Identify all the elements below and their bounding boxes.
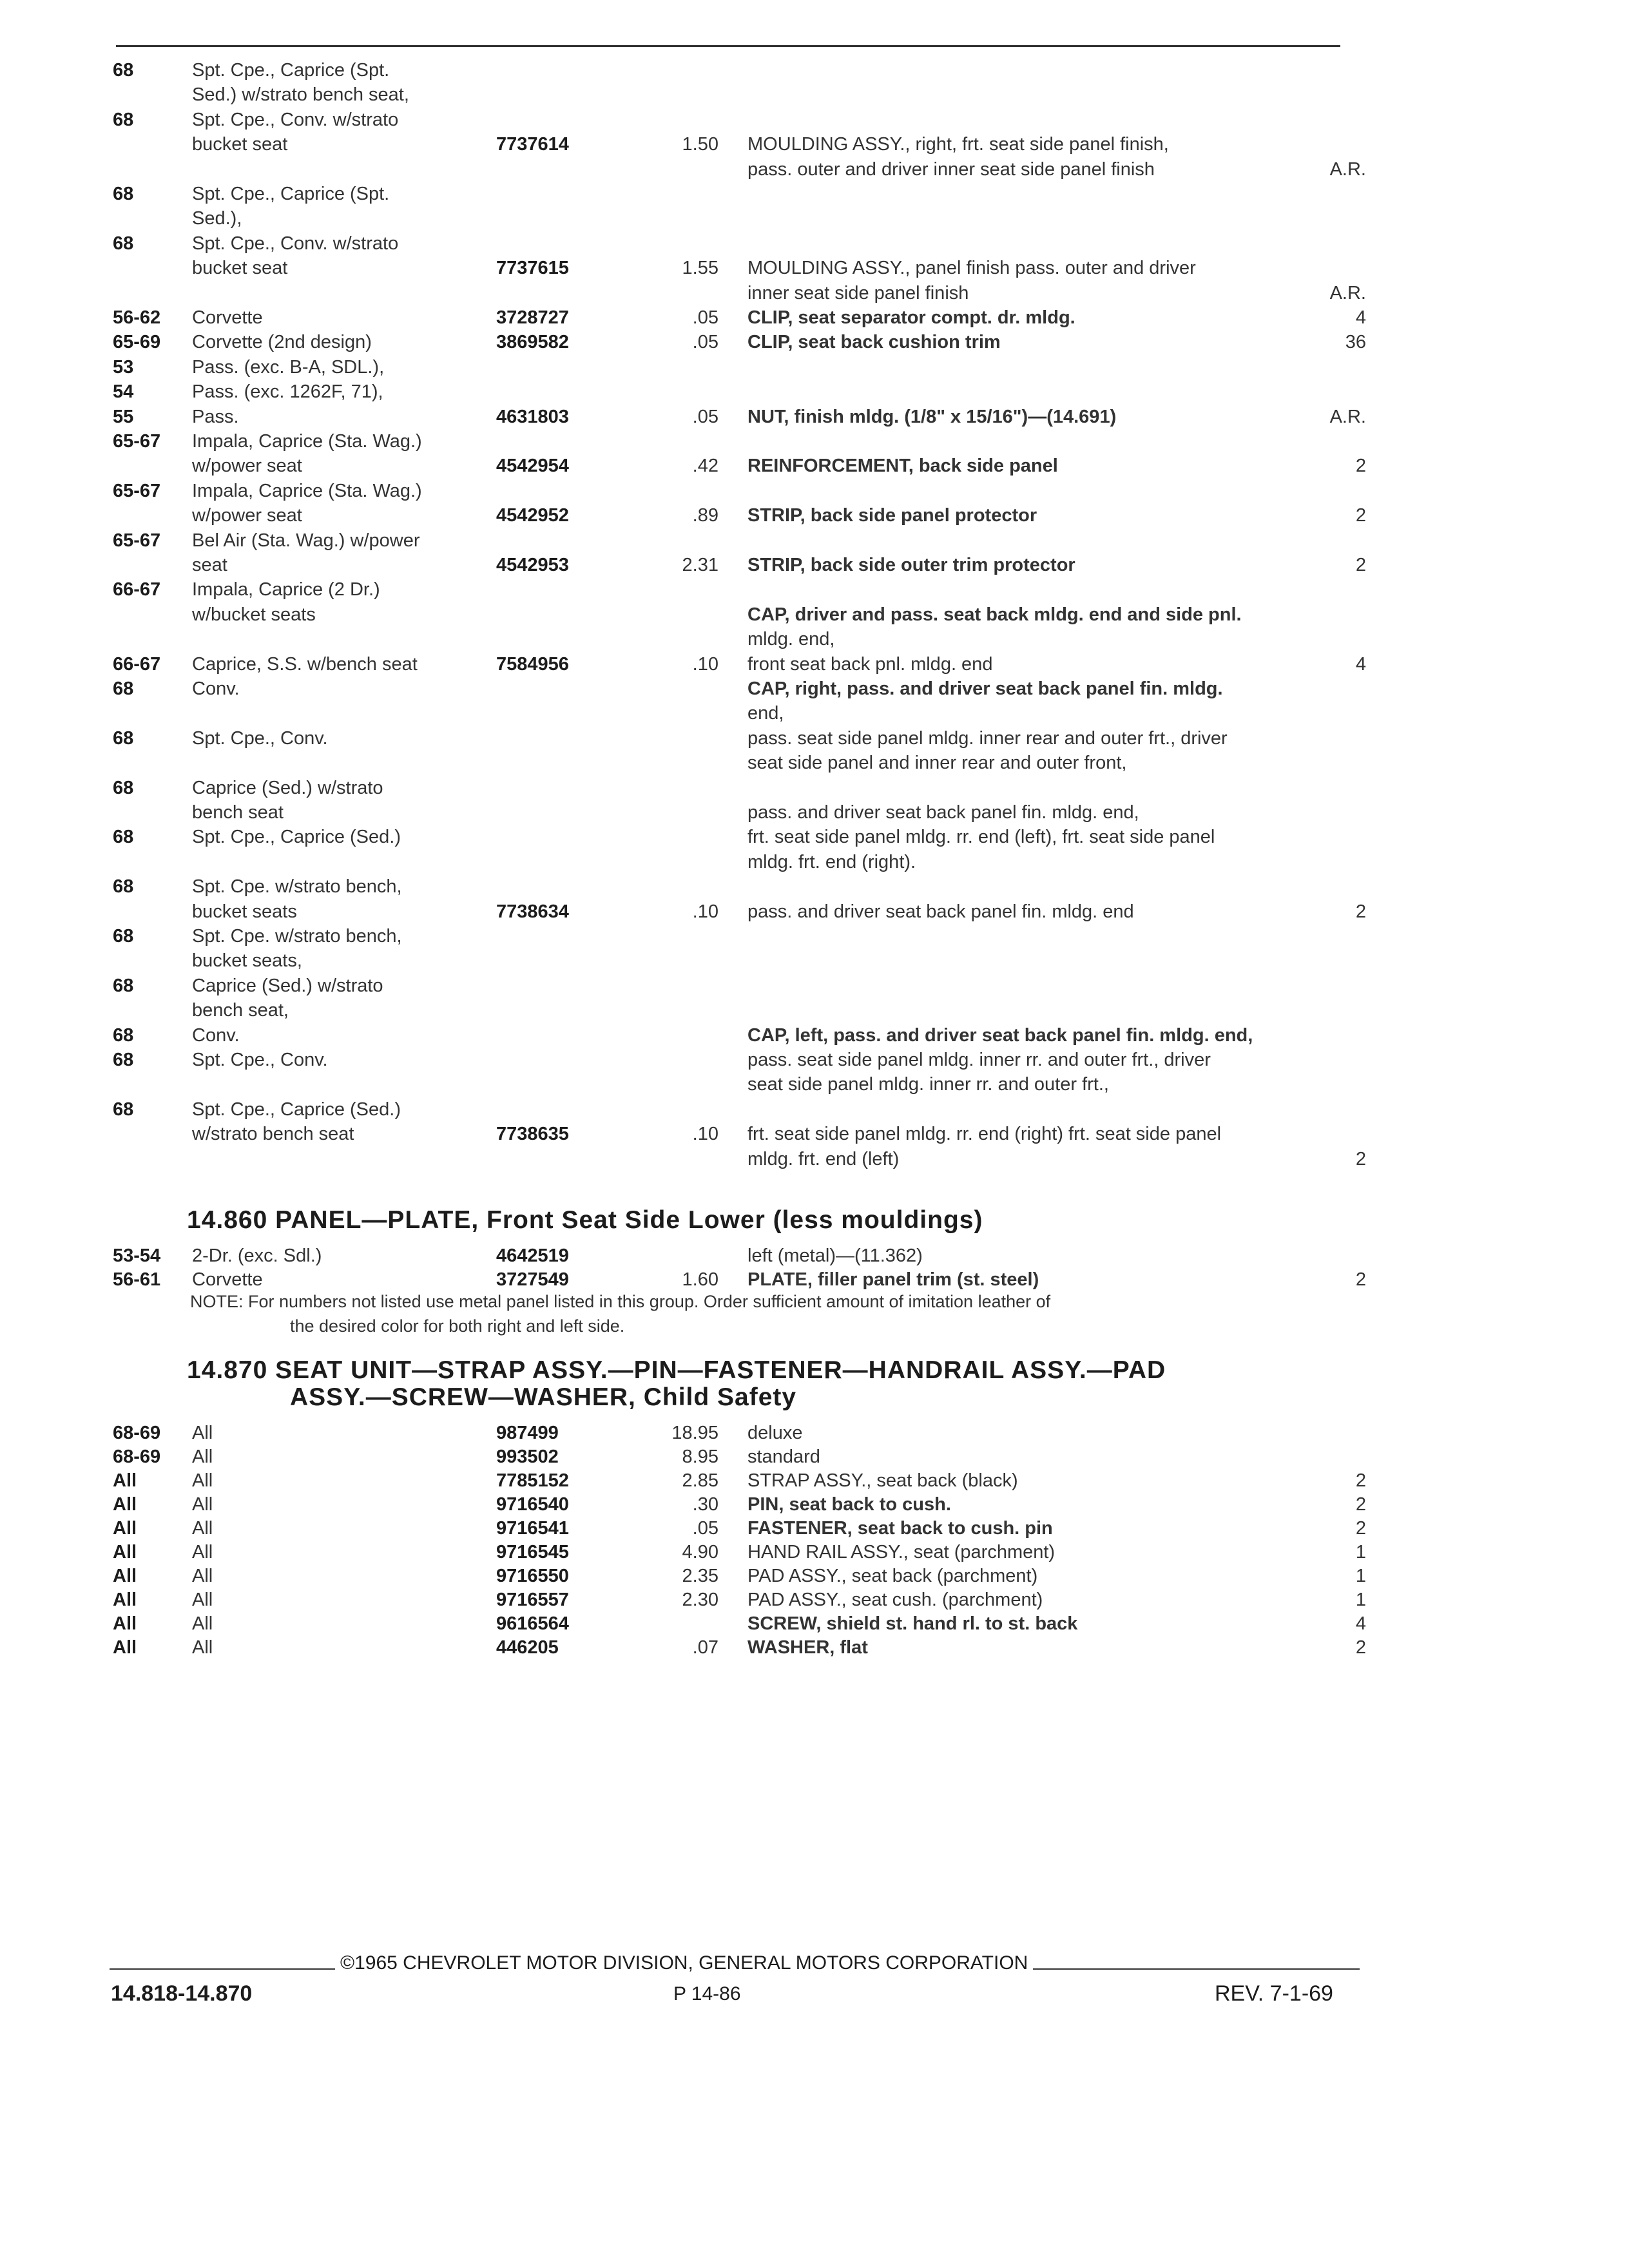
description-cell: WASHER, flat bbox=[747, 1637, 868, 1658]
parts-row bbox=[0, 1445, 1629, 1469]
model-cell: seat bbox=[192, 555, 227, 575]
description-cell: deluxe bbox=[747, 1423, 803, 1443]
year-cell: 68 bbox=[113, 109, 134, 130]
quantity-cell: 2 bbox=[1355, 505, 1366, 526]
price-cell: 2.85 bbox=[682, 1470, 718, 1491]
quantity-cell: 2 bbox=[1355, 1518, 1366, 1539]
parts-row bbox=[0, 553, 1629, 577]
description-cell: mldg. frt. end (right). bbox=[747, 851, 916, 872]
model-cell: Conv. bbox=[192, 678, 240, 699]
model-cell: Caprice (Sed.) w/strato bbox=[192, 777, 383, 798]
year-cell: All bbox=[113, 1494, 137, 1515]
model-cell: All bbox=[192, 1542, 213, 1562]
year-cell: 54 bbox=[113, 381, 134, 403]
parts-row bbox=[0, 281, 1629, 305]
model-cell: Corvette bbox=[192, 307, 263, 328]
parts-row bbox=[0, 157, 1629, 182]
year-cell: 68 bbox=[113, 727, 134, 749]
quantity-cell: 2 bbox=[1355, 456, 1366, 477]
note-line-1: NOTE: For numbers not listed use metal panel listed in this group. Order sufficient amount of imitation leather of bbox=[190, 1292, 1051, 1311]
year-cell: All bbox=[113, 1637, 137, 1658]
parts-row bbox=[0, 825, 1629, 849]
parts-row bbox=[0, 355, 1629, 380]
model-cell: bucket seats bbox=[192, 901, 297, 922]
part-number-cell: 4631803 bbox=[496, 406, 569, 427]
quantity-cell: 2 bbox=[1355, 1148, 1366, 1169]
model-cell: All bbox=[192, 1470, 213, 1491]
year-cell: All bbox=[113, 1590, 137, 1610]
parts-row bbox=[0, 800, 1629, 825]
model-cell: Caprice, S.S. w/bench seat bbox=[192, 653, 418, 675]
model-cell: All bbox=[192, 1494, 213, 1515]
quantity-cell: 1 bbox=[1355, 1566, 1366, 1586]
description-cell: MOULDING ASSY., panel finish pass. outer and driver bbox=[747, 258, 1196, 279]
description-cell: pass. seat side panel mldg. inner rr. and outer frt., driver bbox=[747, 1050, 1211, 1070]
part-number-cell: 7738635 bbox=[496, 1124, 569, 1145]
parts-row bbox=[0, 58, 1629, 82]
quantity-cell: 2 bbox=[1355, 555, 1366, 575]
model-cell: Spt. Cpe., Caprice (Spt. bbox=[192, 60, 390, 81]
model-cell: bucket seat bbox=[192, 134, 288, 155]
year-cell: 68 bbox=[113, 827, 134, 848]
description-cell: CLIP, seat separator compt. dr. mldg. bbox=[747, 307, 1075, 328]
parts-row bbox=[0, 305, 1629, 330]
model-cell: Sed.) w/strato bench seat, bbox=[192, 84, 409, 106]
year-cell: 68 bbox=[113, 1099, 134, 1120]
parts-row bbox=[0, 974, 1629, 998]
description-cell: seat side panel mldg. inner rr. and outer frt., bbox=[747, 1074, 1109, 1095]
price-cell: .05 bbox=[692, 307, 718, 328]
section-14-870-title-line-2: ASSY.—SCREW—WASHER, Child Safety bbox=[290, 1383, 797, 1411]
model-cell: bench seat bbox=[192, 802, 284, 823]
year-cell: 65-67 bbox=[113, 480, 161, 501]
description-cell: frt. seat side panel mldg. rr. end (left), frt. seat side panel bbox=[747, 827, 1215, 848]
price-cell: .05 bbox=[692, 332, 718, 353]
description-cell: pass. and driver seat back panel fin. mldg. end bbox=[747, 901, 1134, 922]
parts-row bbox=[0, 1540, 1629, 1564]
description-cell: PLATE, filler panel trim (st. steel) bbox=[747, 1269, 1039, 1290]
quantity-cell: 4 bbox=[1355, 1613, 1366, 1634]
part-number-cell: 9716541 bbox=[496, 1518, 569, 1539]
part-number-cell: 7737615 bbox=[496, 258, 569, 279]
year-cell: All bbox=[113, 1470, 137, 1491]
description-cell: pass. seat side panel mldg. inner rear and outer frt., driver bbox=[747, 727, 1228, 749]
price-cell: .30 bbox=[692, 1494, 718, 1515]
parts-row bbox=[0, 528, 1629, 553]
part-number-cell: 7785152 bbox=[496, 1470, 569, 1491]
description-cell: seat side panel and inner rear and outer front, bbox=[747, 753, 1127, 774]
model-cell: Sed.), bbox=[192, 208, 242, 229]
parts-row bbox=[0, 1072, 1629, 1097]
parts-row bbox=[0, 602, 1629, 627]
quantity-cell: 2 bbox=[1355, 1637, 1366, 1658]
model-cell: Spt. Cpe., Caprice (Sed.) bbox=[192, 1099, 401, 1120]
description-cell: FASTENER, seat back to cush. pin bbox=[747, 1518, 1053, 1539]
price-cell: .05 bbox=[692, 406, 718, 427]
parts-row bbox=[0, 726, 1629, 751]
quantity-cell: 2 bbox=[1355, 1494, 1366, 1515]
parts-row bbox=[0, 899, 1629, 924]
year-cell: 56-62 bbox=[113, 307, 161, 328]
parts-row bbox=[0, 924, 1629, 948]
footer-range: 14.818-14.870 bbox=[111, 1981, 253, 2006]
year-cell: All bbox=[113, 1613, 137, 1634]
footer-rev: REV. 7-1-69 bbox=[1215, 1981, 1333, 2006]
part-number-cell: 9716545 bbox=[496, 1542, 569, 1562]
quantity-cell: 2 bbox=[1355, 901, 1366, 922]
model-cell: Spt. Cpe., Conv. w/strato bbox=[192, 109, 399, 130]
description-cell: pass. outer and driver inner seat side panel finish bbox=[747, 159, 1155, 180]
description-cell: end, bbox=[747, 703, 784, 724]
year-cell: All bbox=[113, 1542, 137, 1562]
model-cell: All bbox=[192, 1590, 213, 1610]
description-cell: mldg. end, bbox=[747, 629, 835, 650]
part-number-cell: 993502 bbox=[496, 1446, 559, 1467]
parts-row bbox=[0, 948, 1629, 973]
year-cell: 68 bbox=[113, 60, 134, 81]
model-cell: bucket seat bbox=[192, 258, 288, 279]
parts-row bbox=[0, 998, 1629, 1023]
model-cell: 2-Dr. (exc. Sdl.) bbox=[192, 1245, 322, 1266]
model-cell: Corvette (2nd design) bbox=[192, 332, 372, 353]
model-cell: All bbox=[192, 1423, 213, 1443]
model-cell: Impala, Caprice (2 Dr.) bbox=[192, 579, 380, 601]
description-cell: NUT, finish mldg. (1/8" x 15/16")—(14.691) bbox=[747, 406, 1117, 427]
parts-row bbox=[0, 677, 1629, 701]
footer-copyright: ©1965 CHEVROLET MOTOR DIVISION, GENERAL MOTORS CORPORATION bbox=[335, 1952, 1033, 1974]
parts-row bbox=[0, 108, 1629, 132]
year-cell: 68 bbox=[113, 678, 134, 699]
part-number-cell: 3727549 bbox=[496, 1269, 569, 1290]
year-cell: 65-67 bbox=[113, 530, 161, 551]
price-cell: 1.60 bbox=[682, 1269, 718, 1290]
price-cell: 18.95 bbox=[671, 1423, 718, 1443]
parts-row bbox=[0, 1097, 1629, 1122]
parts-row bbox=[0, 454, 1629, 478]
year-cell: All bbox=[113, 1518, 137, 1539]
parts-row bbox=[0, 380, 1629, 404]
year-cell: 68 bbox=[113, 777, 134, 798]
model-cell: bench seat, bbox=[192, 1000, 289, 1021]
parts-row bbox=[0, 405, 1629, 429]
parts-row bbox=[0, 132, 1629, 157]
part-number-cell: 9716550 bbox=[496, 1566, 569, 1586]
year-cell: 68 bbox=[113, 233, 134, 254]
parts-row bbox=[0, 231, 1629, 256]
part-number-cell: 3869582 bbox=[496, 332, 569, 353]
parts-row bbox=[0, 1122, 1629, 1146]
price-cell: 2.31 bbox=[682, 555, 718, 575]
model-cell: Pass. (exc. B-A, SDL.), bbox=[192, 356, 385, 378]
footer-page: P 14-86 bbox=[673, 1983, 741, 2004]
model-cell: All bbox=[192, 1446, 213, 1467]
price-cell: 2.35 bbox=[682, 1566, 718, 1586]
quantity-cell: 1 bbox=[1355, 1542, 1366, 1562]
price-cell: .10 bbox=[692, 653, 718, 675]
description-cell: CAP, driver and pass. seat back mldg. end and side pnl. bbox=[747, 604, 1242, 625]
parts-row bbox=[0, 1588, 1629, 1612]
parts-row bbox=[0, 652, 1629, 677]
description-cell: SCREW, shield st. hand rl. to st. back bbox=[747, 1613, 1078, 1634]
parts-row bbox=[0, 776, 1629, 800]
year-cell: 66-67 bbox=[113, 653, 161, 675]
quantity-cell: A.R. bbox=[1329, 282, 1366, 303]
model-cell: Impala, Caprice (Sta. Wag.) bbox=[192, 431, 422, 452]
parts-row bbox=[0, 1023, 1629, 1048]
price-cell: 8.95 bbox=[682, 1446, 718, 1467]
model-cell: w/power seat bbox=[192, 456, 302, 477]
model-cell: Spt. Cpe., Conv. bbox=[192, 727, 328, 749]
parts-row bbox=[0, 256, 1629, 280]
model-cell: Bel Air (Sta. Wag.) w/power bbox=[192, 530, 420, 551]
description-cell: STRAP ASSY., seat back (black) bbox=[747, 1470, 1018, 1491]
quantity-cell: 2 bbox=[1355, 1470, 1366, 1491]
parts-row bbox=[0, 1421, 1629, 1445]
description-cell: frt. seat side panel mldg. rr. end (right) frt. seat side panel bbox=[747, 1124, 1222, 1145]
part-number-cell: 4542954 bbox=[496, 456, 569, 477]
part-number-cell: 987499 bbox=[496, 1423, 559, 1443]
price-cell: .89 bbox=[692, 505, 718, 526]
price-cell: 1.50 bbox=[682, 134, 718, 155]
year-cell: 68-69 bbox=[113, 1446, 161, 1467]
parts-row bbox=[0, 850, 1629, 874]
description-cell: CLIP, seat back cushion trim bbox=[747, 332, 1001, 353]
description-cell: CAP, left, pass. and driver seat back panel fin. mldg. end, bbox=[747, 1024, 1253, 1046]
parts-row bbox=[0, 429, 1629, 454]
part-number-cell: 9616564 bbox=[496, 1613, 569, 1634]
model-cell: Spt. Cpe., Conv. w/strato bbox=[192, 233, 399, 254]
model-cell: w/power seat bbox=[192, 505, 302, 526]
description-cell: STRIP, back side panel protector bbox=[747, 505, 1037, 526]
description-cell: pass. and driver seat back panel fin. mldg. end, bbox=[747, 802, 1139, 823]
model-cell: Conv. bbox=[192, 1024, 240, 1046]
price-cell: .42 bbox=[692, 456, 718, 477]
price-cell: .05 bbox=[692, 1518, 718, 1539]
description-cell: standard bbox=[747, 1446, 820, 1467]
year-cell: 68 bbox=[113, 975, 134, 996]
model-cell: w/bucket seats bbox=[192, 604, 316, 625]
description-cell: mldg. frt. end (left) bbox=[747, 1148, 900, 1169]
model-cell: All bbox=[192, 1518, 213, 1539]
parts-row bbox=[0, 1147, 1629, 1171]
year-cell: 68 bbox=[113, 926, 134, 947]
part-number-cell: 9716557 bbox=[496, 1590, 569, 1610]
description-cell: left (metal)—(11.362) bbox=[747, 1245, 923, 1266]
model-cell: All bbox=[192, 1637, 213, 1658]
model-cell: Spt. Cpe. w/strato bench, bbox=[192, 926, 402, 947]
parts-row bbox=[0, 1564, 1629, 1588]
price-cell: .07 bbox=[692, 1637, 718, 1658]
quantity-cell: 2 bbox=[1355, 1269, 1366, 1290]
section-14-870-title-line-1: 14.870 SEAT UNIT—STRAP ASSY.—PIN—FASTENER—HANDRAIL ASSY.—PAD bbox=[187, 1356, 1166, 1384]
year-cell: 68 bbox=[113, 876, 134, 898]
model-cell: Spt. Cpe., Caprice (Sed.) bbox=[192, 827, 401, 848]
description-cell: MOULDING ASSY., right, frt. seat side panel finish, bbox=[747, 134, 1169, 155]
part-number-cell: 3728727 bbox=[496, 307, 569, 328]
parts-row bbox=[0, 1516, 1629, 1541]
model-cell: Corvette bbox=[192, 1269, 263, 1290]
model-cell: All bbox=[192, 1566, 213, 1586]
parts-row bbox=[0, 206, 1629, 231]
parts-row bbox=[0, 701, 1629, 726]
top-rule bbox=[116, 45, 1340, 47]
price-cell: 4.90 bbox=[682, 1542, 718, 1562]
year-cell: 55 bbox=[113, 406, 134, 427]
part-number-cell: 4542952 bbox=[496, 505, 569, 526]
parts-row bbox=[0, 330, 1629, 354]
description-cell: HAND RAIL ASSY., seat (parchment) bbox=[747, 1542, 1055, 1562]
parts-row bbox=[0, 751, 1629, 775]
parts-row bbox=[0, 1244, 1629, 1268]
year-cell: 65-67 bbox=[113, 431, 161, 452]
year-cell: 53 bbox=[113, 356, 134, 378]
parts-row bbox=[0, 1492, 1629, 1517]
description-cell: PAD ASSY., seat back (parchment) bbox=[747, 1566, 1038, 1586]
year-cell: All bbox=[113, 1566, 137, 1586]
description-cell: PIN, seat back to cush. bbox=[747, 1494, 951, 1515]
description-cell: CAP, right, pass. and driver seat back panel fin. mldg. bbox=[747, 678, 1223, 699]
part-number-cell: 4542953 bbox=[496, 555, 569, 575]
description-cell: inner seat side panel finish bbox=[747, 282, 969, 303]
section-14-860-title: 14.860 PANEL—PLATE, Front Seat Side Lower (less mouldings) bbox=[187, 1206, 983, 1234]
model-cell: Spt. Cpe., Conv. bbox=[192, 1050, 328, 1070]
model-cell: Impala, Caprice (Sta. Wag.) bbox=[192, 480, 422, 501]
parts-row bbox=[0, 627, 1629, 651]
year-cell: 65-69 bbox=[113, 332, 161, 353]
part-number-cell: 9716540 bbox=[496, 1494, 569, 1515]
model-cell: Pass. bbox=[192, 406, 239, 427]
part-number-cell: 4642519 bbox=[496, 1245, 569, 1266]
description-cell: front seat back pnl. mldg. end bbox=[747, 653, 993, 675]
quantity-cell: A.R. bbox=[1329, 406, 1366, 427]
parts-row bbox=[0, 1267, 1629, 1292]
year-cell: 68 bbox=[113, 1024, 134, 1046]
description-cell: PAD ASSY., seat cush. (parchment) bbox=[747, 1590, 1043, 1610]
parts-row bbox=[0, 874, 1629, 899]
year-cell: 53-54 bbox=[113, 1245, 161, 1266]
model-cell: Spt. Cpe., Caprice (Spt. bbox=[192, 184, 390, 204]
part-number-cell: 7738634 bbox=[496, 901, 569, 922]
price-cell: 2.30 bbox=[682, 1590, 718, 1610]
year-cell: 66-67 bbox=[113, 579, 161, 601]
parts-row bbox=[0, 1048, 1629, 1072]
parts-row bbox=[0, 182, 1629, 206]
parts-row bbox=[0, 82, 1629, 107]
model-cell: Caprice (Sed.) w/strato bbox=[192, 975, 383, 996]
description-cell: REINFORCEMENT, back side panel bbox=[747, 456, 1058, 477]
year-cell: 56-61 bbox=[113, 1269, 161, 1290]
model-cell: All bbox=[192, 1613, 213, 1634]
year-cell: 68 bbox=[113, 184, 134, 204]
part-number-cell: 7737614 bbox=[496, 134, 569, 155]
parts-row bbox=[0, 577, 1629, 602]
quantity-cell: A.R. bbox=[1329, 159, 1366, 180]
part-number-cell: 7584956 bbox=[496, 653, 569, 675]
parts-row bbox=[0, 1468, 1629, 1493]
quantity-cell: 4 bbox=[1355, 307, 1366, 328]
quantity-cell: 36 bbox=[1345, 332, 1366, 353]
model-cell: Spt. Cpe. w/strato bench, bbox=[192, 876, 402, 898]
parts-row bbox=[0, 479, 1629, 503]
price-cell: 1.55 bbox=[682, 258, 718, 279]
quantity-cell: 4 bbox=[1355, 653, 1366, 675]
part-number-cell: 446205 bbox=[496, 1637, 559, 1658]
year-cell: 68-69 bbox=[113, 1423, 161, 1443]
description-cell: STRIP, back side outer trim protector bbox=[747, 555, 1075, 575]
parts-row bbox=[0, 503, 1629, 528]
model-cell: Pass. (exc. 1262F, 71), bbox=[192, 381, 383, 403]
parts-row bbox=[0, 1635, 1629, 1660]
model-cell: bucket seats, bbox=[192, 950, 302, 972]
price-cell: .10 bbox=[692, 901, 718, 922]
price-cell: .10 bbox=[692, 1124, 718, 1145]
note-line-2: the desired color for both right and left side. bbox=[290, 1316, 625, 1336]
model-cell: w/strato bench seat bbox=[192, 1124, 354, 1145]
quantity-cell: 1 bbox=[1355, 1590, 1366, 1610]
year-cell: 68 bbox=[113, 1050, 134, 1070]
parts-row bbox=[0, 1611, 1629, 1636]
